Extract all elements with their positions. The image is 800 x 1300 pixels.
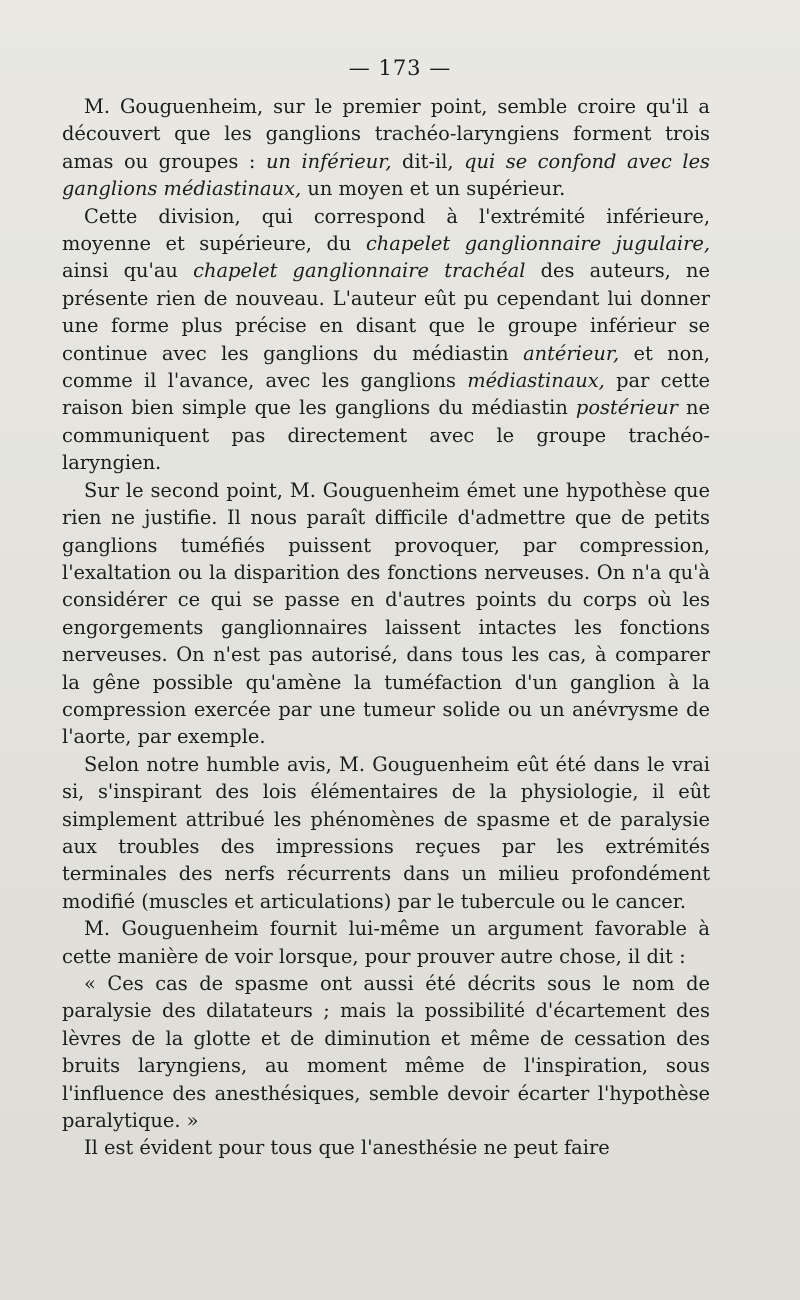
page-number: — 173 — bbox=[348, 56, 452, 80]
text-run: Cette division, qui correspond à l'extrémité inférieure, moyenne et supérieure, du bbox=[62, 204, 710, 256]
text-run: M. Gouguenheim, sur le premier point, semble croire qu'il a découvert que les ganglions trachéo-laryngiens forment trois amas ou groupes : bbox=[62, 95, 710, 173]
italic-run: postérieur bbox=[575, 396, 678, 420]
italic-run: qui se confond avec les ganglions médiastinaux, bbox=[62, 149, 710, 201]
text-run: ne communiquent pas directement avec le groupe trachéo-laryngien. bbox=[62, 396, 710, 475]
paragraph-4: Selon notre humble avis, M. Gouguenheim eût été dans le vrai si, s'inspirant des lois élémentaires de la physiologie, il eût simplement attribué les phénomènes de spasme et de paralysie aux troubles des impressions reçues par les extrémités terminales des nerfs récurrents dans un milieu profondément modifié (muscles et articulations) par le tubercule ou le cancer. bbox=[62, 752, 710, 913]
text-run: ainsi qu'au bbox=[62, 259, 194, 283]
text-run: et non, comme il l'avance, avec les ganglions bbox=[62, 341, 710, 393]
paragraph-7: Il est évident pour tous que l'anesthésie ne peut faire bbox=[84, 1136, 610, 1160]
quotation-paragraph: « Ces cas de spasme ont aussi été décrits sous le nom de paralysie des dilatateurs ; mais la possibilité d'écartement des lèvres de la glotte et de diminution et même de cessation des bruits laryngiens, au moment même de l'inspiration, sous l'influence des anesthésiques, semble devoir écarter l'hypothèse paralytique. » bbox=[62, 972, 710, 1133]
italic-run: chapelet ganglionnaire trachéal bbox=[193, 259, 526, 283]
text-run: par cette raison bien simple que les ganglions du médiastin bbox=[62, 369, 711, 420]
italic-run: médiastinaux, bbox=[467, 369, 605, 393]
text-run: des auteurs, ne présente rien de nouveau. L'auteur eût pu cependant lui donner une forme plus précise en disant que le groupe inférieur se continue avec les ganglions du médiastin bbox=[62, 259, 710, 365]
body-text bbox=[62, 93, 710, 1162]
italic-run: antérieur, bbox=[523, 341, 620, 365]
paragraph-5: M. Gouguenheim fournit lui-même un argument favorable à cette manière de voir lorsque, pour prouver autre chose, il dit : bbox=[62, 917, 710, 968]
text-run: un moyen et un supérieur. bbox=[301, 177, 566, 201]
italic-run: chapelet ganglionnaire jugulaire, bbox=[365, 232, 710, 256]
paragraph-3: Sur le second point, M. Gouguenheim émet une hypothèse que rien ne justifie. Il nous paraît difficile d'admettre que de petits ganglions tuméfiés puissent provoquer, par compression, l'exaltation ou la disparition des fonctions nerveuses. On n'a qu'à considérer ce qui se passe en d'autres points du corps où les engorgements ganglionnaires laissent intactes les fonctions nerveuses. On n'est pas autorisé, dans tous les cas, à comparer la gêne possible qu'amène la tuméfaction d'un ganglion à la compression exercée par une tumeur solide ou un anévrysme de l'aorte, par exemple. bbox=[62, 478, 710, 749]
paragraph-2 bbox=[62, 203, 710, 477]
text-run: dit-il, bbox=[391, 149, 465, 173]
italic-run: un inférieur, bbox=[265, 149, 392, 173]
paragraph-1 bbox=[62, 93, 710, 203]
